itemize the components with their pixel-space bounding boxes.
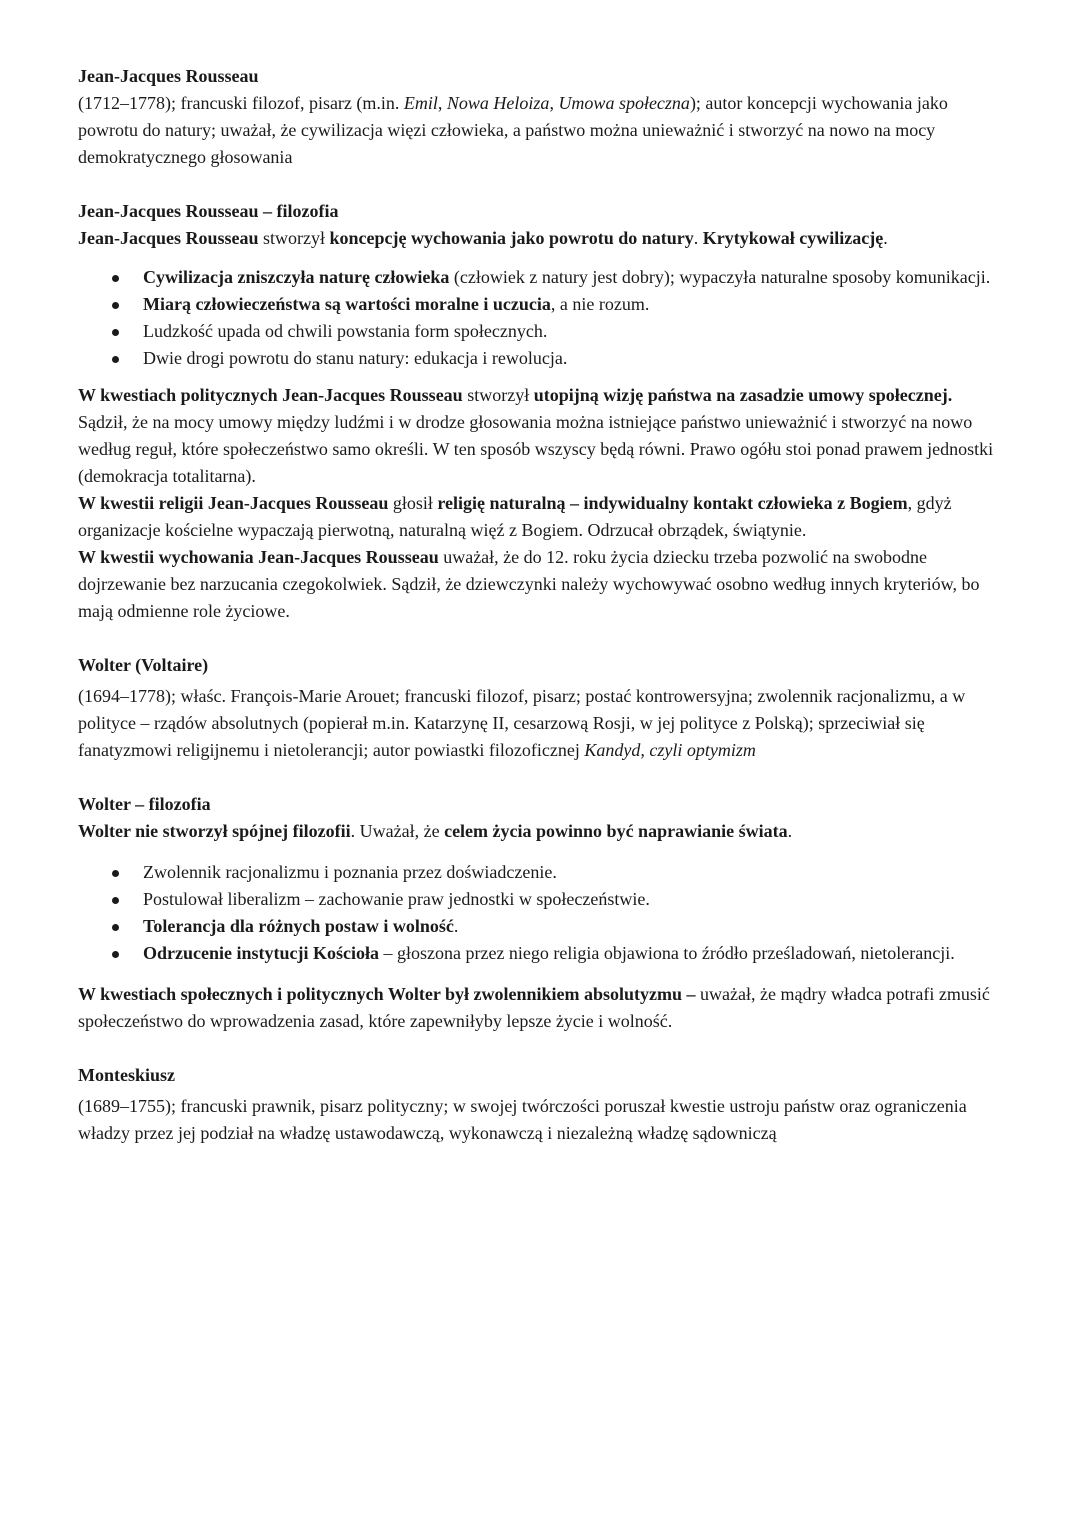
list-item: Tolerancja dla różnych postaw i wolność. — [143, 913, 1004, 940]
voltaire-politics-paragraph: W kwestiach społecznych i politycznych Wolter był zwolennikiem absolutyzmu – uważał, że mądry władca potrafi zmusić społeczeństwo do wprowadzenia zasad, które zapewniłyby lepsze życie i wolność. — [78, 984, 990, 1031]
voltaire-philosophy-intro: Wolter nie stworzył spójnej filozofii. Uważał, że celem życia powinno być naprawianie świata. — [78, 821, 793, 841]
rousseau-philosophy-intro: Jean-Jacques Rousseau stworzył koncepcję wychowania jako powrotu do natury. Krytykował cywilizację. — [78, 228, 888, 248]
bullet-dot-icon — [112, 356, 119, 363]
bullet-dot-icon — [112, 951, 119, 958]
section-voltaire-philosophy — [78, 791, 1004, 1035]
rousseau-bullet-list — [78, 264, 1004, 372]
bullet-dot-icon — [112, 275, 119, 282]
voltaire-bullet-list — [78, 859, 1004, 967]
bullet-dot-icon — [112, 897, 119, 904]
heading-montesquieu: Monteskiusz — [78, 1065, 176, 1085]
bullet-dot-icon — [112, 329, 119, 336]
bullet-dot-icon — [112, 302, 119, 309]
list-item: Zwolennik racjonalizmu i poznania przez doświadczenie. — [143, 859, 1004, 886]
list-item: Dwie drogi powrotu do stanu natury: edukacja i rewolucja. — [143, 345, 1004, 372]
rousseau-politics-paragraph: W kwestiach politycznych Jean-Jacques Rousseau stworzył utopijną wizję państwa na zasadzie umowy społecznej. Sądził, że na mocy umowy między ludźmi i w drodze głosowania można istniejące państwo unieważnić i stworzyć na nowo według reguł, które społeczeństwo samo określi. W ten sposób wszyscy będą równi. Prawo ogółu stoi ponad prawem jednostki (demokracja totalitarna). — [78, 385, 994, 486]
list-item: Miarą człowieczeństwa są wartości moralne i uczucia, a nie rozum. — [143, 291, 1004, 318]
work-title-umowa-spoleczna: Umowa społeczna — [558, 93, 690, 113]
bullet-dot-icon — [112, 870, 119, 877]
section-montesquieu-bio — [78, 1062, 1004, 1147]
heading-voltaire-philosophy: Wolter – filozofia — [78, 794, 211, 814]
section-voltaire-bio — [78, 652, 1004, 764]
work-title-kandyd: Kandyd, czyli optymizm — [584, 740, 756, 760]
rousseau-religion-paragraph: W kwestii religii Jean-Jacques Rousseau głosił religię naturalną – indywidualny kontakt człowieka z Bogiem, gdyż organizacje kościelne wypaczają pierwotną, naturalną więź z Bogiem. Odrzucał obrządek, świątynie. — [78, 493, 952, 540]
section-rousseau-philosophy — [78, 198, 1004, 625]
work-title-emil: Emil — [403, 93, 438, 113]
heading-rousseau: Jean-Jacques Rousseau — [78, 66, 259, 86]
bullet-dot-icon — [112, 924, 119, 931]
list-item: Odrzucenie instytucji Kościoła – głoszona przez niego religia objawiona to źródło prześladowań, nietolerancji. — [143, 940, 1004, 967]
rousseau-education-paragraph: W kwestii wychowania Jean-Jacques Rousseau uważał, że do 12. roku życia dziecku trzeba pozwolić na swobodne dojrzewanie bez narzucania czegokolwiek. Sądził, że dziewczynki należy wychowywać osobno według innych kryteriów, bo mają odmienne role życiowe. — [78, 547, 980, 621]
list-item: Cywilizacja zniszczyła naturę człowieka (człowiek z natury jest dobry); wypaczyła naturalne sposoby komunikacji. — [143, 264, 1004, 291]
montesquieu-bio-text: (1689–1755); francuski prawnik, pisarz polityczny; w swojej twórczości poruszał kwestie ustroju państw oraz ograniczenia władzy przez jej podział na władzę ustawodawczą, wykonawczą i niezależną władzę sądowniczą — [78, 1096, 967, 1143]
section-rousseau-bio — [78, 63, 1004, 171]
work-title-nowa-heloiza: Nowa Heloiza — [446, 93, 550, 113]
heading-voltaire: Wolter (Voltaire) — [78, 655, 209, 675]
list-item: Postulował liberalizm – zachowanie praw jednostki w społeczeństwie. — [143, 886, 1004, 913]
heading-rousseau-philosophy: Jean-Jacques Rousseau – filozofia — [78, 201, 339, 221]
rousseau-bio-text: (1712–1778); francuski filozof, pisarz (m.in. Emil, Nowa Heloiza, Umowa społeczna); autor koncepcji wychowania jako powrotu do natury; uważał, że cywilizacja więzi człowieka, a państwo można unieważnić i stworzyć na nowo na mocy demokratycznego głosowania — [78, 93, 948, 167]
list-item: Ludzkość upada od chwili powstania form społecznych. — [143, 318, 1004, 345]
voltaire-bio-text: (1694–1778); właśc. François-Marie Arouet; francuski filozof, pisarz; postać kontrowersyjna; zwolennik racjonalizmu, a w polityce – rządów absolutnych (popierał m.in. Katarzynę II, cesarzową Rosji, w jej polityce z Polską); sprzeciwiał się fanatyzmowi religijnemu i nietolerancji; autor powiastki filozoficznej Kandyd, czyli optymizm — [78, 686, 966, 760]
